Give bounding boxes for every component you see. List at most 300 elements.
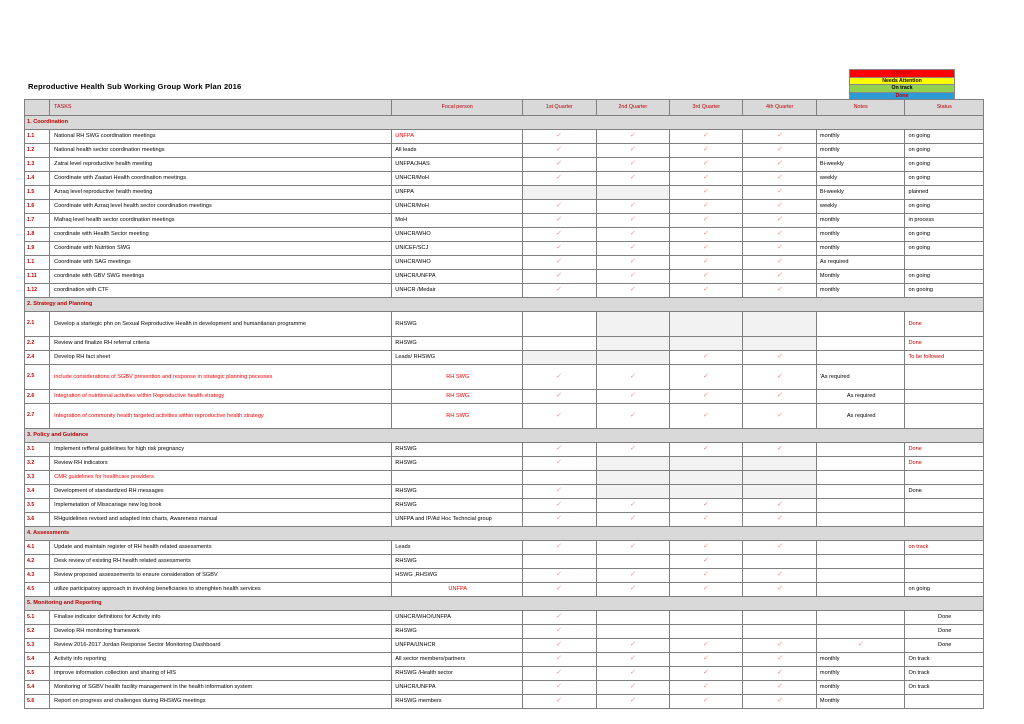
quarter-cell-q3[interactable]	[670, 457, 743, 471]
task-description: coordinate with Health Sector meeting	[50, 228, 392, 242]
table-row[interactable]	[25, 404, 984, 429]
row-id: 5.1	[25, 611, 50, 625]
table-row[interactable]	[25, 513, 984, 527]
quarter-cell-q1[interactable]	[523, 653, 596, 667]
quarter-cell-q4[interactable]	[743, 337, 816, 351]
table-row[interactable]	[25, 228, 984, 242]
quarter-cell-q2[interactable]	[596, 667, 669, 681]
notes-cell[interactable]	[816, 639, 905, 653]
quarter-cell-q4[interactable]	[743, 541, 816, 555]
check-icon: ✓	[702, 543, 710, 551]
quarter-cell-q3[interactable]	[670, 513, 743, 527]
check-icon: ✓	[776, 372, 784, 380]
quarter-cell-q2[interactable]	[596, 457, 669, 471]
quarter-cell-q4[interactable]	[743, 158, 816, 172]
quarter-cell-q3[interactable]	[670, 653, 743, 667]
quarter-cell-q2[interactable]	[596, 186, 669, 200]
check-icon: ✓	[702, 132, 710, 140]
notes-cell	[816, 337, 905, 351]
notes-cell: weekly	[816, 172, 905, 186]
quarter-cell-q2[interactable]	[596, 351, 669, 365]
quarter-cell-q4[interactable]	[743, 499, 816, 513]
table-row[interactable]	[25, 443, 984, 457]
table-row[interactable]	[25, 214, 984, 228]
quarter-cell-q1[interactable]	[523, 390, 596, 404]
quarter-cell-q2[interactable]	[596, 443, 669, 457]
check-icon: ✓	[702, 146, 710, 154]
quarter-cell-q2[interactable]	[596, 172, 669, 186]
quarter-cell-q4[interactable]	[743, 555, 816, 569]
quarter-cell-q2[interactable]	[596, 639, 669, 653]
quarter-cell-q1[interactable]	[523, 639, 596, 653]
quarter-cell-q1[interactable]	[523, 172, 596, 186]
check-icon: ✓	[776, 230, 784, 238]
table-row[interactable]	[25, 485, 984, 499]
quarter-cell-q2[interactable]	[596, 337, 669, 351]
quarter-cell-q3[interactable]	[670, 200, 743, 214]
check-icon: ✓	[776, 392, 784, 400]
row-id: 1.8	[25, 228, 50, 242]
table-row[interactable]	[25, 569, 984, 583]
quarter-cell-q2[interactable]	[596, 365, 669, 390]
check-icon: ✓	[702, 372, 710, 380]
task-description: coordinate with GBV SWG meetings	[50, 270, 392, 284]
row-id: 2.1	[25, 312, 50, 337]
quarter-cell-q4[interactable]	[743, 186, 816, 200]
quarter-cell-q2[interactable]	[596, 555, 669, 569]
table-row[interactable]	[25, 186, 984, 200]
quarter-cell-q1[interactable]	[523, 499, 596, 513]
table-row[interactable]	[25, 499, 984, 513]
quarter-cell-q3[interactable]	[670, 611, 743, 625]
quarter-cell-q1[interactable]	[523, 443, 596, 457]
quarter-cell-q4[interactable]	[743, 457, 816, 471]
focal-person: UNHCR/MoH	[392, 200, 523, 214]
quarter-cell-q1[interactable]	[523, 625, 596, 639]
quarter-cell-q3[interactable]	[670, 681, 743, 695]
table-row[interactable]	[25, 172, 984, 186]
notes-cell	[816, 569, 905, 583]
task-description: Coordinate with Zaatari Health coordination meetings	[50, 172, 392, 186]
section-title: 4. Assessments	[25, 527, 984, 541]
table-row[interactable]	[25, 337, 984, 351]
table-row[interactable]	[25, 158, 984, 172]
quarter-cell-q3[interactable]	[670, 667, 743, 681]
table-row[interactable]	[25, 681, 984, 695]
quarter-cell-q2[interactable]	[596, 200, 669, 214]
quarter-cell-q3[interactable]	[670, 485, 743, 499]
status-cell: on going	[905, 130, 984, 144]
quarter-cell-q4[interactable]	[743, 681, 816, 695]
table-row[interactable]	[25, 256, 984, 270]
quarter-cell-q4[interactable]	[743, 471, 816, 485]
quarter-cell-q2[interactable]	[596, 681, 669, 695]
quarter-cell-q1[interactable]	[523, 337, 596, 351]
check-icon: ✓	[555, 286, 563, 294]
quarter-cell-q4[interactable]	[743, 312, 816, 337]
quarter-cell-q2[interactable]	[596, 611, 669, 625]
focal-person: Leads	[392, 541, 523, 555]
quarter-cell-q3[interactable]	[670, 695, 743, 709]
check-icon: ✓	[629, 445, 637, 453]
quarter-cell-q3[interactable]	[670, 270, 743, 284]
quarter-cell-q4[interactable]	[743, 284, 816, 298]
check-icon: ✓	[776, 655, 784, 663]
status-cell: On track	[905, 653, 984, 667]
focal-person: UNICEF/SCJ	[392, 242, 523, 256]
quarter-cell-q1[interactable]	[523, 130, 596, 144]
table-row[interactable]	[25, 284, 984, 298]
quarter-cell-q1[interactable]	[523, 695, 596, 709]
quarter-cell-q2[interactable]	[596, 144, 669, 158]
focal-person: RHSWG	[392, 457, 523, 471]
focal-person: UNHCR/UNFPA	[392, 681, 523, 695]
column-header-notes: Notes	[816, 100, 905, 116]
quarter-cell-q2[interactable]	[596, 284, 669, 298]
table-row[interactable]	[25, 144, 984, 158]
status-cell: Done	[905, 312, 984, 337]
column-header-tasks: TASKS	[50, 100, 392, 116]
notes-cell: As required	[816, 390, 905, 404]
focal-person: UNHCR/WHO	[392, 228, 523, 242]
quarter-cell-q4[interactable]	[743, 695, 816, 709]
check-icon: ✓	[555, 585, 563, 593]
focal-person: UNFPA/UNHCR	[392, 639, 523, 653]
quarter-cell-q2[interactable]	[596, 312, 669, 337]
check-icon: ✓	[776, 244, 784, 252]
notes-cell: monthly	[816, 653, 905, 667]
quarter-cell-q2[interactable]	[596, 214, 669, 228]
table-row[interactable]	[25, 611, 984, 625]
status-cell: on going	[905, 228, 984, 242]
quarter-cell-q4[interactable]	[743, 270, 816, 284]
quarter-cell-q3[interactable]	[670, 555, 743, 569]
quarter-cell-q4[interactable]	[743, 443, 816, 457]
quarter-cell-q1[interactable]	[523, 242, 596, 256]
quarter-cell-q3[interactable]	[670, 186, 743, 200]
quarter-cell-q3[interactable]	[670, 625, 743, 639]
check-icon: ✓	[702, 174, 710, 182]
notes-cell	[816, 312, 905, 337]
check-icon: ✓	[555, 697, 563, 705]
focal-person: Leads/ RHSWG	[392, 351, 523, 365]
check-icon: ✓	[776, 174, 784, 182]
check-icon: ✓	[702, 655, 710, 663]
check-icon: ✓	[702, 230, 710, 238]
check-icon: ✓	[776, 411, 784, 419]
table-row[interactable]	[25, 365, 984, 390]
quarter-cell-q3[interactable]	[670, 569, 743, 583]
quarter-cell-q4[interactable]	[743, 653, 816, 667]
notes-cell: 'As required	[816, 365, 905, 390]
quarter-cell-q1[interactable]	[523, 256, 596, 270]
quarter-cell-q4[interactable]	[743, 228, 816, 242]
quarter-cell-q2[interactable]	[596, 270, 669, 284]
quarter-cell-q1[interactable]	[523, 485, 596, 499]
quarter-cell-q1[interactable]	[523, 513, 596, 527]
row-id: 2.2	[25, 337, 50, 351]
check-icon: ✓	[629, 216, 637, 224]
check-icon: ✓	[555, 501, 563, 509]
status-cell: Done	[905, 639, 984, 653]
focal-person: RHSWG members	[392, 695, 523, 709]
quarter-cell-q3[interactable]	[670, 583, 743, 597]
notes-cell: monthly	[816, 214, 905, 228]
status-cell	[905, 569, 984, 583]
quarter-cell-q2[interactable]	[596, 404, 669, 429]
quarter-cell-q2[interactable]	[596, 541, 669, 555]
quarter-cell-q4[interactable]	[743, 214, 816, 228]
table-row[interactable]	[25, 625, 984, 639]
check-icon: ✓	[629, 571, 637, 579]
quarter-cell-q4[interactable]	[743, 365, 816, 390]
quarter-cell-q4[interactable]	[743, 611, 816, 625]
row-id: 1.12	[25, 284, 50, 298]
quarter-cell-q3[interactable]	[670, 284, 743, 298]
check-icon: ✓	[776, 515, 784, 523]
quarter-cell-q1[interactable]	[523, 541, 596, 555]
check-icon: ✓	[776, 445, 784, 453]
quarter-cell-q4[interactable]	[743, 390, 816, 404]
status-cell: On track	[905, 667, 984, 681]
check-icon: ✓	[702, 411, 710, 419]
task-description: Mafraq level health sector coordination meetings	[50, 214, 392, 228]
focal-person: UNHCR/WHO	[392, 256, 523, 270]
row-id: 4.5	[25, 583, 50, 597]
check-icon: ✓	[555, 174, 563, 182]
check-icon: ✓	[702, 697, 710, 705]
row-id: 5.6	[25, 695, 50, 709]
table-row[interactable]	[25, 351, 984, 365]
check-icon: ✓	[555, 372, 563, 380]
quarter-cell-q1[interactable]	[523, 214, 596, 228]
quarter-cell-q3[interactable]	[670, 144, 743, 158]
check-icon: ✓	[702, 641, 710, 649]
status-cell	[905, 695, 984, 709]
table-row[interactable]	[25, 130, 984, 144]
quarter-cell-q3[interactable]	[670, 471, 743, 485]
focal-person: UNFPA	[392, 186, 523, 200]
status-cell: on going	[905, 158, 984, 172]
row-id: 1.4	[25, 172, 50, 186]
column-header-focal-person: Focal person	[392, 100, 523, 116]
check-icon: ✓	[776, 543, 784, 551]
quarter-cell-q4[interactable]	[743, 667, 816, 681]
focal-person: All leads	[392, 144, 523, 158]
table-row[interactable]	[25, 541, 984, 555]
quarter-cell-q1[interactable]	[523, 158, 596, 172]
quarter-cell-q4[interactable]	[743, 639, 816, 653]
table-row[interactable]	[25, 390, 984, 404]
task-description: National RH SWG coordination meetings	[50, 130, 392, 144]
quarter-cell-q2[interactable]	[596, 513, 669, 527]
quarter-cell-q2[interactable]	[596, 256, 669, 270]
quarter-cell-q2[interactable]	[596, 390, 669, 404]
check-icon: ✓	[702, 515, 710, 523]
quarter-cell-q1[interactable]	[523, 186, 596, 200]
table-row[interactable]	[25, 583, 984, 597]
check-icon: ✓	[629, 641, 637, 649]
quarter-cell-q2[interactable]	[596, 499, 669, 513]
table-row[interactable]	[25, 555, 984, 569]
check-icon: ✓	[776, 202, 784, 210]
quarter-cell-q1[interactable]	[523, 284, 596, 298]
focal-person: RHSWG	[392, 337, 523, 351]
table-row[interactable]	[25, 653, 984, 667]
check-icon: ✓	[555, 571, 563, 579]
quarter-cell-q4[interactable]	[743, 242, 816, 256]
check-icon: ✓	[776, 683, 784, 691]
work-plan-table	[24, 99, 984, 709]
quarter-cell-q1[interactable]	[523, 555, 596, 569]
quarter-cell-q3[interactable]	[670, 541, 743, 555]
table-row[interactable]	[25, 695, 984, 709]
quarter-cell-q2[interactable]	[596, 242, 669, 256]
quarter-cell-q3[interactable]	[670, 214, 743, 228]
notes-cell	[816, 443, 905, 457]
quarter-cell-q4[interactable]	[743, 351, 816, 365]
quarter-cell-q1[interactable]	[523, 365, 596, 390]
section-header-row	[25, 116, 984, 130]
quarter-cell-q4[interactable]	[743, 172, 816, 186]
status-cell: on gooing	[905, 284, 984, 298]
table-row[interactable]	[25, 312, 984, 337]
quarter-cell-q1[interactable]	[523, 569, 596, 583]
quarter-cell-q3[interactable]	[670, 404, 743, 429]
task-description: Develop RH monitoring framework	[50, 625, 392, 639]
check-icon: ✓	[555, 613, 563, 621]
quarter-cell-q4[interactable]	[743, 404, 816, 429]
notes-cell	[816, 351, 905, 365]
quarter-cell-q1[interactable]	[523, 351, 596, 365]
quarter-cell-q1[interactable]	[523, 457, 596, 471]
quarter-cell-q3[interactable]	[670, 351, 743, 365]
check-icon: ✓	[555, 459, 563, 467]
table-row[interactable]	[25, 200, 984, 214]
quarter-cell-q1[interactable]	[523, 228, 596, 242]
quarter-cell-q4[interactable]	[743, 569, 816, 583]
quarter-cell-q2[interactable]	[596, 583, 669, 597]
quarter-cell-q1[interactable]	[523, 667, 596, 681]
check-icon: ✓	[702, 286, 710, 294]
quarter-cell-q3[interactable]	[670, 443, 743, 457]
quarter-cell-q3[interactable]	[670, 390, 743, 404]
quarter-cell-q3[interactable]	[670, 130, 743, 144]
quarter-cell-q2[interactable]	[596, 569, 669, 583]
quarter-cell-q3[interactable]	[670, 256, 743, 270]
check-icon: ✓	[629, 669, 637, 677]
quarter-cell-q3[interactable]	[670, 639, 743, 653]
task-description: Coordinate with Azraq level health sector coordination meetings	[50, 200, 392, 214]
table-row[interactable]	[25, 639, 984, 653]
check-icon: ✓	[776, 216, 784, 224]
quarter-cell-q1[interactable]	[523, 404, 596, 429]
quarter-cell-q2[interactable]	[596, 130, 669, 144]
notes-cell: monthly	[816, 130, 905, 144]
legend-item-urgent: Urgent	[850, 70, 954, 78]
quarter-cell-q1[interactable]	[523, 583, 596, 597]
task-description: Update and maintain register of RH health related assessments	[50, 541, 392, 555]
quarter-cell-q4[interactable]	[743, 200, 816, 214]
quarter-cell-q3[interactable]	[670, 242, 743, 256]
check-icon: ✓	[629, 272, 637, 280]
quarter-cell-q1[interactable]	[523, 611, 596, 625]
status-cell	[905, 555, 984, 569]
notes-cell	[816, 457, 905, 471]
status-cell: On track	[905, 681, 984, 695]
row-id: 2.5	[25, 365, 50, 390]
focal-person: UNFPA/JHAS	[392, 158, 523, 172]
table-row[interactable]	[25, 471, 984, 485]
quarter-cell-q4[interactable]	[743, 485, 816, 499]
quarter-cell-q3[interactable]	[670, 158, 743, 172]
check-icon: ✓	[776, 353, 784, 361]
table-row[interactable]	[25, 667, 984, 681]
notes-cell: monthly	[816, 681, 905, 695]
quarter-cell-q4[interactable]	[743, 256, 816, 270]
task-description: utilize participatory approach in involving beneficiaries to strenghten health services	[50, 583, 392, 597]
quarter-cell-q2[interactable]	[596, 625, 669, 639]
task-description: improve information collection and sharing of HIS	[50, 667, 392, 681]
row-id: 5.5	[25, 667, 50, 681]
quarter-cell-q2[interactable]	[596, 471, 669, 485]
quarter-cell-q4[interactable]	[743, 130, 816, 144]
quarter-cell-q1[interactable]	[523, 681, 596, 695]
quarter-cell-q3[interactable]	[670, 172, 743, 186]
check-icon: ✓	[555, 146, 563, 154]
quarter-cell-q2[interactable]	[596, 228, 669, 242]
task-description: Coordinate with Nutrition SWG	[50, 242, 392, 256]
quarter-cell-q1[interactable]	[523, 312, 596, 337]
quarter-cell-q2[interactable]	[596, 695, 669, 709]
quarter-cell-q1[interactable]	[523, 144, 596, 158]
check-icon: ✓	[555, 272, 563, 280]
quarter-cell-q4[interactable]	[743, 513, 816, 527]
table-row[interactable]	[25, 242, 984, 256]
quarter-cell-q4[interactable]	[743, 625, 816, 639]
quarter-cell-q3[interactable]	[670, 365, 743, 390]
quarter-cell-q1[interactable]	[523, 200, 596, 214]
check-icon: ✓	[702, 571, 710, 579]
row-id: 3.6	[25, 513, 50, 527]
check-icon: ✓	[702, 683, 710, 691]
notes-cell: weekly	[816, 200, 905, 214]
check-icon: ✓	[629, 132, 637, 140]
focal-person: UNHCR/WHO/UNFPA	[392, 611, 523, 625]
task-description: Review and finalize RH referral criteria	[50, 337, 392, 351]
quarter-cell-q3[interactable]	[670, 228, 743, 242]
quarter-cell-q1[interactable]	[523, 270, 596, 284]
check-icon: ✓	[555, 515, 563, 523]
status-cell: on going	[905, 583, 984, 597]
focal-person: RHSWG	[392, 625, 523, 639]
quarter-cell-q3[interactable]	[670, 499, 743, 513]
quarter-cell-q4[interactable]	[743, 583, 816, 597]
check-icon: ✓	[629, 146, 637, 154]
quarter-cell-q4[interactable]	[743, 144, 816, 158]
quarter-cell-q3[interactable]	[670, 312, 743, 337]
table-row[interactable]	[25, 457, 984, 471]
table-row[interactable]	[25, 270, 984, 284]
quarter-cell-q1[interactable]	[523, 471, 596, 485]
quarter-cell-q3[interactable]	[670, 337, 743, 351]
check-icon: ✓	[776, 641, 784, 649]
quarter-cell-q2[interactable]	[596, 485, 669, 499]
check-icon: ✓	[555, 216, 563, 224]
check-icon: ✓	[629, 585, 637, 593]
quarter-cell-q2[interactable]	[596, 158, 669, 172]
quarter-cell-q2[interactable]	[596, 653, 669, 667]
